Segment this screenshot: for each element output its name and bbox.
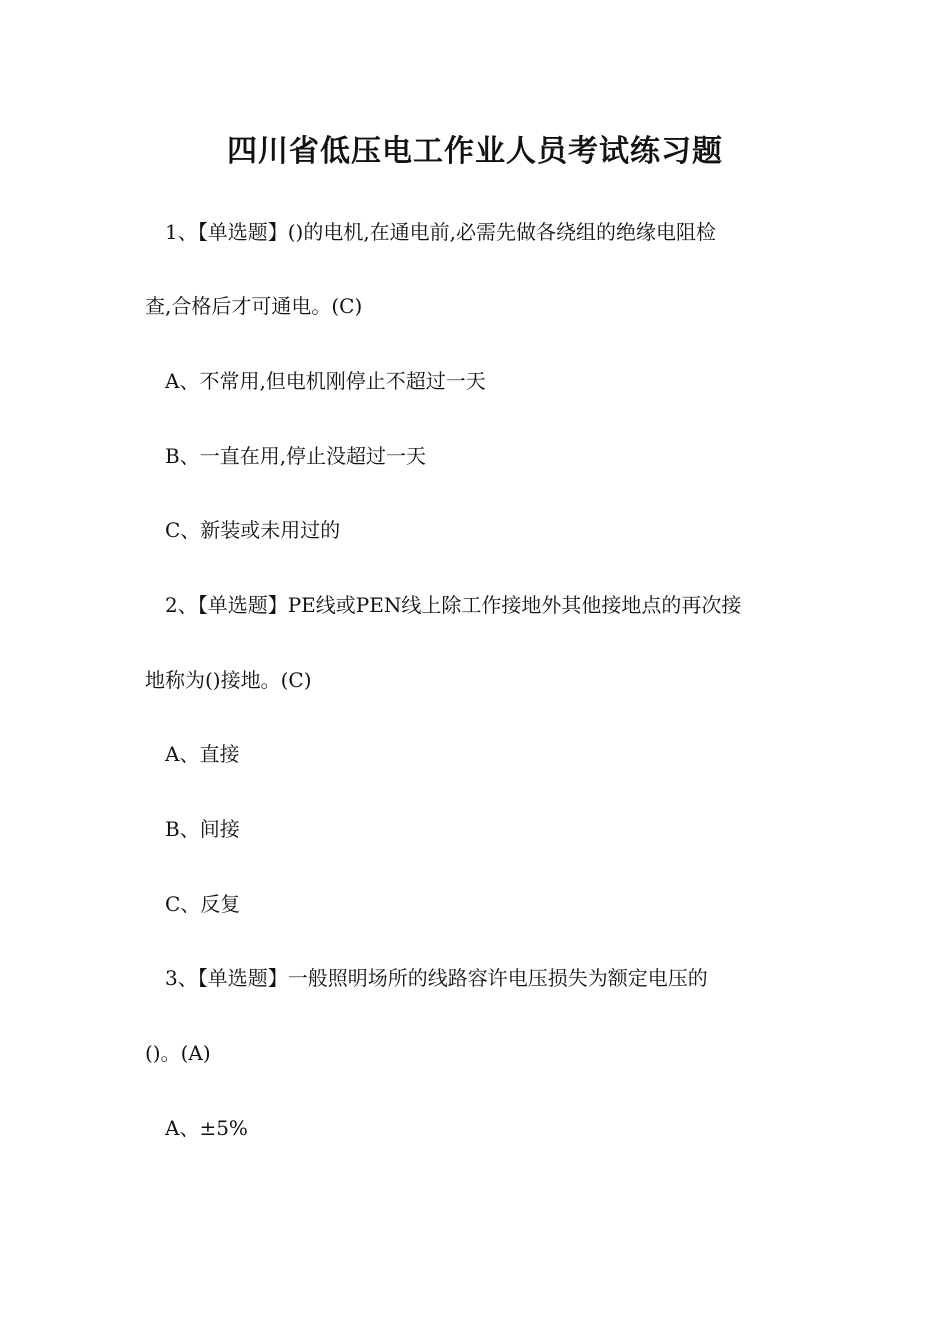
question-1-option-b: B、一直在用,停止没超过一天 — [165, 444, 427, 468]
question-2-stem-line-1: 2、【单选题】PE线或PEN线上除工作接地外其他接地点的再次接 — [165, 593, 742, 617]
question-1-option-a: A、不常用,但电机刚停止不超过一天 — [165, 369, 486, 393]
question-1-stem-line-1: 1、【单选题】()的电机,在通电前,必需先做各绕组的绝缘电阻检 — [165, 220, 717, 244]
question-1-option-c: C、新装或未用过的 — [165, 518, 341, 542]
question-2-stem-line-2: 地称为()接地。(C) — [145, 668, 312, 692]
question-3-stem-line-2: ()。(A) — [145, 1041, 211, 1065]
document-title: 四川省低压电工作业人员考试练习题 — [227, 134, 723, 169]
question-3-option-a: A、±5% — [165, 1116, 248, 1140]
question-2-option-b: B、间接 — [165, 817, 240, 841]
question-3-stem-line-1: 3、【单选题】一般照明场所的线路容许电压损失为额定电压的 — [165, 966, 708, 990]
question-2-option-a: A、直接 — [165, 742, 240, 766]
question-1-stem-line-2: 查,合格后才可通电。(C) — [145, 294, 363, 318]
question-2-option-c: C、反复 — [165, 892, 241, 916]
